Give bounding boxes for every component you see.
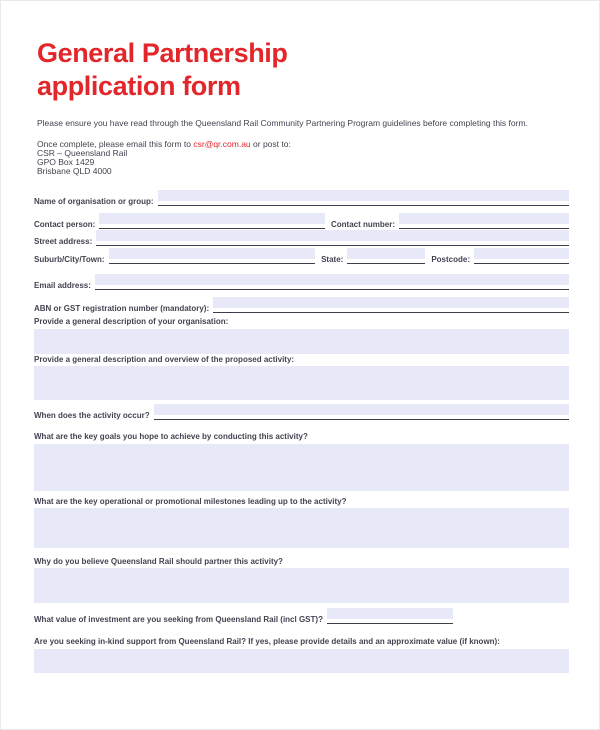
investment-value-label: What value of investment are you seeking from Queensland Rail (incl GST)? bbox=[34, 615, 323, 624]
field-row-abn bbox=[34, 299, 569, 313]
investment-value-input[interactable] bbox=[327, 609, 453, 624]
postal-address-line: GPO Box 1429 bbox=[37, 157, 95, 167]
street-address-label: Street address: bbox=[34, 237, 93, 246]
org-description-label: Provide a general description of your organisation: bbox=[34, 317, 229, 326]
contact-number-input[interactable] bbox=[399, 214, 569, 229]
state-input[interactable] bbox=[347, 249, 425, 264]
field-row-investment-value bbox=[34, 610, 569, 624]
field-row-org-name bbox=[34, 192, 569, 206]
in-kind-input[interactable] bbox=[34, 649, 569, 673]
postal-address-line: Brisbane QLD 4000 bbox=[37, 166, 112, 176]
activity-overview-input[interactable] bbox=[34, 366, 569, 400]
activity-when-label: When does the activity occur? bbox=[34, 411, 150, 420]
page-title bbox=[37, 37, 288, 103]
milestones-input[interactable] bbox=[34, 508, 569, 548]
intro-text: Please ensure you have read through the Queensland Rail Community Partnering Program guidelines before completing this form. bbox=[37, 118, 528, 128]
why-partner-label: Why do you believe Queensland Rail should partner this activity? bbox=[34, 557, 283, 566]
org-name-label: Name of organisation or group: bbox=[34, 197, 154, 206]
page-title-line2: application form bbox=[37, 71, 241, 101]
field-row-activity-when bbox=[34, 406, 569, 420]
activity-overview-label: Provide a general description and overview of the proposed activity: bbox=[34, 355, 295, 364]
field-row-email bbox=[34, 276, 569, 290]
key-goals-input[interactable] bbox=[34, 444, 569, 491]
email-address-label: Email address: bbox=[34, 281, 91, 290]
contact-number-label: Contact number: bbox=[331, 220, 395, 229]
email-instruction-suffix: or post to: bbox=[250, 139, 291, 149]
street-address-input[interactable] bbox=[96, 231, 569, 246]
field-row-street-address bbox=[34, 232, 569, 246]
contact-person-label: Contact person: bbox=[34, 220, 96, 229]
suburb-label: Suburb/City/Town: bbox=[34, 255, 105, 264]
milestones-label: What are the key operational or promotional milestones leading up to the activity? bbox=[34, 497, 347, 506]
postal-address-line: CSR – Queensland Rail bbox=[37, 148, 128, 158]
key-goals-label: What are the key goals you hope to achieve by conducting this activity? bbox=[34, 432, 308, 441]
email-address-input[interactable] bbox=[95, 275, 569, 290]
email-instruction-prefix: Once complete, please email this form to bbox=[37, 139, 194, 149]
field-row-suburb-state-postcode bbox=[34, 250, 569, 264]
org-name-input[interactable] bbox=[158, 191, 569, 206]
state-label: State: bbox=[321, 255, 344, 264]
why-partner-input[interactable] bbox=[34, 568, 569, 603]
abn-input[interactable] bbox=[213, 298, 569, 313]
postcode-input[interactable] bbox=[474, 249, 569, 264]
org-description-input[interactable] bbox=[34, 329, 569, 354]
submission-instructions bbox=[37, 140, 291, 176]
field-row-contact bbox=[34, 215, 569, 229]
in-kind-label: Are you seeking in-kind support from Queensland Rail? If yes, please provide details and an approximate value (if known): bbox=[34, 637, 500, 646]
suburb-input[interactable] bbox=[109, 249, 316, 264]
email-link[interactable]: csr@qr.com.au bbox=[193, 139, 251, 149]
activity-when-input[interactable] bbox=[154, 405, 569, 420]
postcode-label: Postcode: bbox=[431, 255, 470, 264]
abn-label: ABN or GST registration number (mandatory): bbox=[34, 304, 210, 313]
page-title-line1: General Partnership bbox=[37, 38, 288, 68]
contact-person-input[interactable] bbox=[99, 214, 325, 229]
